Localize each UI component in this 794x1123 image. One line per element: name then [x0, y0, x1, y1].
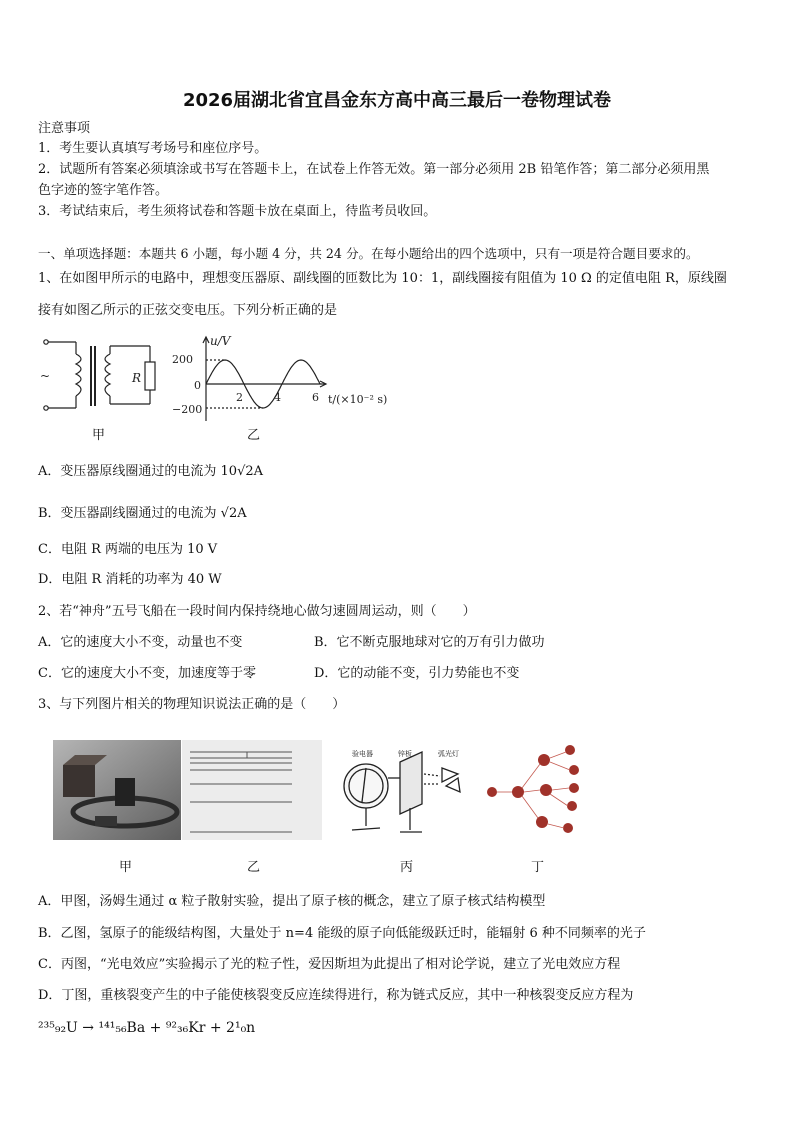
q2-stem: 2、若“神舟”五号飞船在一段时间内保持绕地心做匀速圆周运动，则（ ） — [38, 604, 476, 619]
notice-item-1: 1．考生要认真填写考场号和座位序号。 — [38, 141, 268, 156]
q1-option-d: D．电阻 R 消耗的功率为 40 W — [38, 572, 222, 587]
alpha-scattering-photo — [53, 740, 181, 840]
graph-y-tick-200: 200 — [172, 353, 193, 366]
q2-option-b: B．它不断克服地球对它的万有引力做功 — [314, 635, 545, 650]
q1-stem-2: 接有如图乙所示的正弦交变电压。下列分析正确的是 — [38, 303, 338, 318]
q3-stem: 3、与下列图片相关的物理知识说法正确的是（ ） — [38, 697, 346, 712]
graph-y-label: u/V — [210, 334, 231, 348]
chain-reaction-diagram — [482, 740, 594, 840]
graph-y-tick-neg200: −200 — [172, 403, 203, 416]
q3-caption-yi: 乙 — [247, 860, 261, 875]
graph-y-tick-0: 0 — [194, 379, 201, 392]
zinc-plate-label: 锌板 — [398, 750, 412, 758]
section-heading: 一、单项选择题：本题共 6 小题，每小题 4 分，共 24 分。在每小题给出的四个选项中，只有一项是符合题目要求的。 — [38, 246, 699, 261]
q3-caption-bing: 丙 — [400, 860, 414, 875]
notice-item-2-cont: 色字迹的签字笔作答。 — [38, 183, 169, 198]
ac-source-symbol: ~ — [40, 369, 51, 383]
figure-caption-yi: 乙 — [247, 428, 261, 443]
q1-option-c: C．电阻 R 两端的电压为 10 V — [38, 542, 218, 557]
notice-item-2: 2．试题所有答案必须填涂或书写在答题卡上，在试卷上作答无效。第一部分必须用 2B 铅笔作答；第二部分必须用黑 — [38, 162, 710, 177]
q2-option-c: C．它的速度大小不变，加速度等于零 — [38, 666, 256, 681]
q2-option-d: D．它的动能不变，引力势能也不变 — [314, 666, 520, 681]
resistor-label: R — [132, 371, 142, 385]
q3-option-b: B．乙图，氢原子的能级结构图，大量处于 n=4 能级的原子向低能级跃迁时，能辐射 6 种不同频率的光子 — [38, 926, 646, 941]
photoelectric-apparatus — [338, 748, 470, 840]
q3-option-a: A．甲图，汤姆生通过 α 粒子散射实验，提出了原子核的概念，建立了原子核式结构模型 — [38, 894, 546, 909]
voltage-graph-figure — [170, 333, 400, 425]
graph-x-tick-6: 6 — [312, 391, 319, 404]
fission-equation: ²³⁵₉₂U → ¹⁴¹₅₆Ba + ⁹²₃₆Kr + 2¹₀n — [38, 1020, 256, 1036]
electroscope-label: 验电器 — [352, 750, 373, 758]
q2-option-a: A．它的速度大小不变，动量也不变 — [38, 635, 243, 650]
q1-stem-1: 1、在如图甲所示的电路中，理想变压器原、副线圈的匝数比为 10：1，副线圈接有阻值为 10 Ω 的定值电阻 R，原线圈 — [38, 271, 727, 286]
graph-x-tick-2: 2 — [236, 391, 243, 404]
graph-x-label: t/(×10⁻² s) — [328, 393, 388, 406]
q3-option-d: D．丁图，重核裂变产生的中子能使核裂变反应连续得进行，称为链式反应，其中一种核裂变反应方程为 — [38, 988, 634, 1003]
notice-item-3: 3．考试结束后，考生须将试卷和答题卡放在桌面上，待监考员收回。 — [38, 204, 437, 219]
q3-caption-ding: 丁 — [531, 860, 545, 875]
q1-option-b: B．变压器副线圈通过的电流为 √2A — [38, 506, 247, 521]
transformer-circuit-figure — [38, 336, 160, 418]
energy-level-diagram — [182, 740, 322, 840]
figure-caption-jia: 甲 — [92, 428, 106, 443]
arc-lamp-label: 弧光灯 — [438, 750, 459, 758]
notice-heading: 注意事项 — [38, 121, 91, 136]
q3-caption-jia: 甲 — [119, 860, 133, 875]
q3-option-c: C．丙图，“光电效应”实验揭示了光的粒子性，爱因斯坦为此提出了相对论学说，建立了光电效应方程 — [38, 957, 621, 972]
page-title: 2026届湖北省宜昌金东方高中高三最后一卷物理试卷 — [182, 90, 612, 111]
q1-option-a: A．变压器原线圈通过的电流为 10√2A — [38, 464, 264, 479]
graph-x-tick-4: 4 — [274, 391, 281, 404]
